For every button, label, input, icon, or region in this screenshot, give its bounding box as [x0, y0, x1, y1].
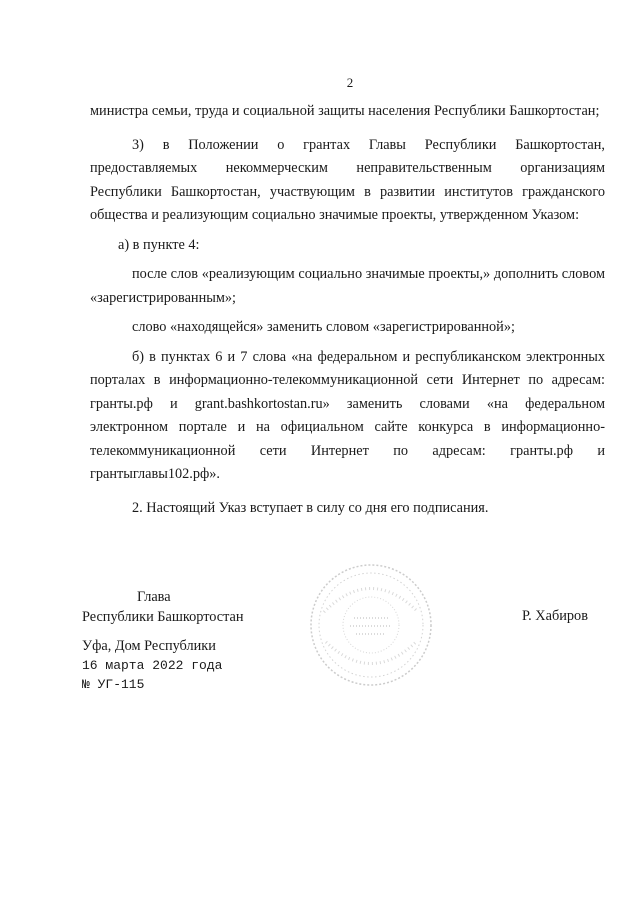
- paragraph-after-words: после слов «реализующим социально значимые проекты,» дополнить словом «зарегистрированным»;: [90, 266, 605, 306]
- paragraph-ministry: министра семьи, труда и социальной защиты населения Республики Башкортостан;: [90, 103, 600, 119]
- paragraph-subitem-b: б) в пунктах 6 и 7 слова «на федеральном и республиканском электронных порталах в информационно-телекоммуникационной сети Интернет по адресам: гранты.рф и grant.bashkortostan.ru» заменить словами «на федеральном электронном портале и на официальном сайте конкурса в информационно-телекоммуникационной сети Интернет по адресам: гранты.рф и грантыглавы102.рф».: [90, 348, 605, 482]
- paragraph-effective: 2. Настоящий Указ вступает в силу со дня его подписания.: [132, 499, 489, 516]
- signature-title-line2: Республики Башкортостан: [82, 609, 244, 625]
- paragraph-subitem-a: а) в пункте 4:: [118, 236, 200, 253]
- seal-icon: [306, 560, 436, 690]
- signature-title: [82, 587, 244, 627]
- signer-name: Р. Хабиров: [522, 608, 588, 624]
- page-number: 2: [346, 75, 354, 90]
- signature-title-line1: Глава: [137, 589, 171, 605]
- date: 16 марта 2022 года: [82, 658, 223, 673]
- location: Уфа, Дом Республики: [82, 638, 216, 654]
- paragraph-replace-word: слово «находящейся» заменить словом «зарегистрированной»;: [132, 319, 515, 335]
- document-body: [90, 100, 605, 520]
- paragraph-item-3: 3) в Положении о грантах Главы Республики Башкортостан, предоставляемых некоммерческим неправительственным организациям Республики Башкортостан, участвующим в развитии институтов гражданского общества и реализующим социально значимые проекты, утвержденном Указом:: [90, 136, 605, 223]
- decree-number: № УГ-115: [82, 677, 145, 692]
- place-and-date: [82, 636, 222, 694]
